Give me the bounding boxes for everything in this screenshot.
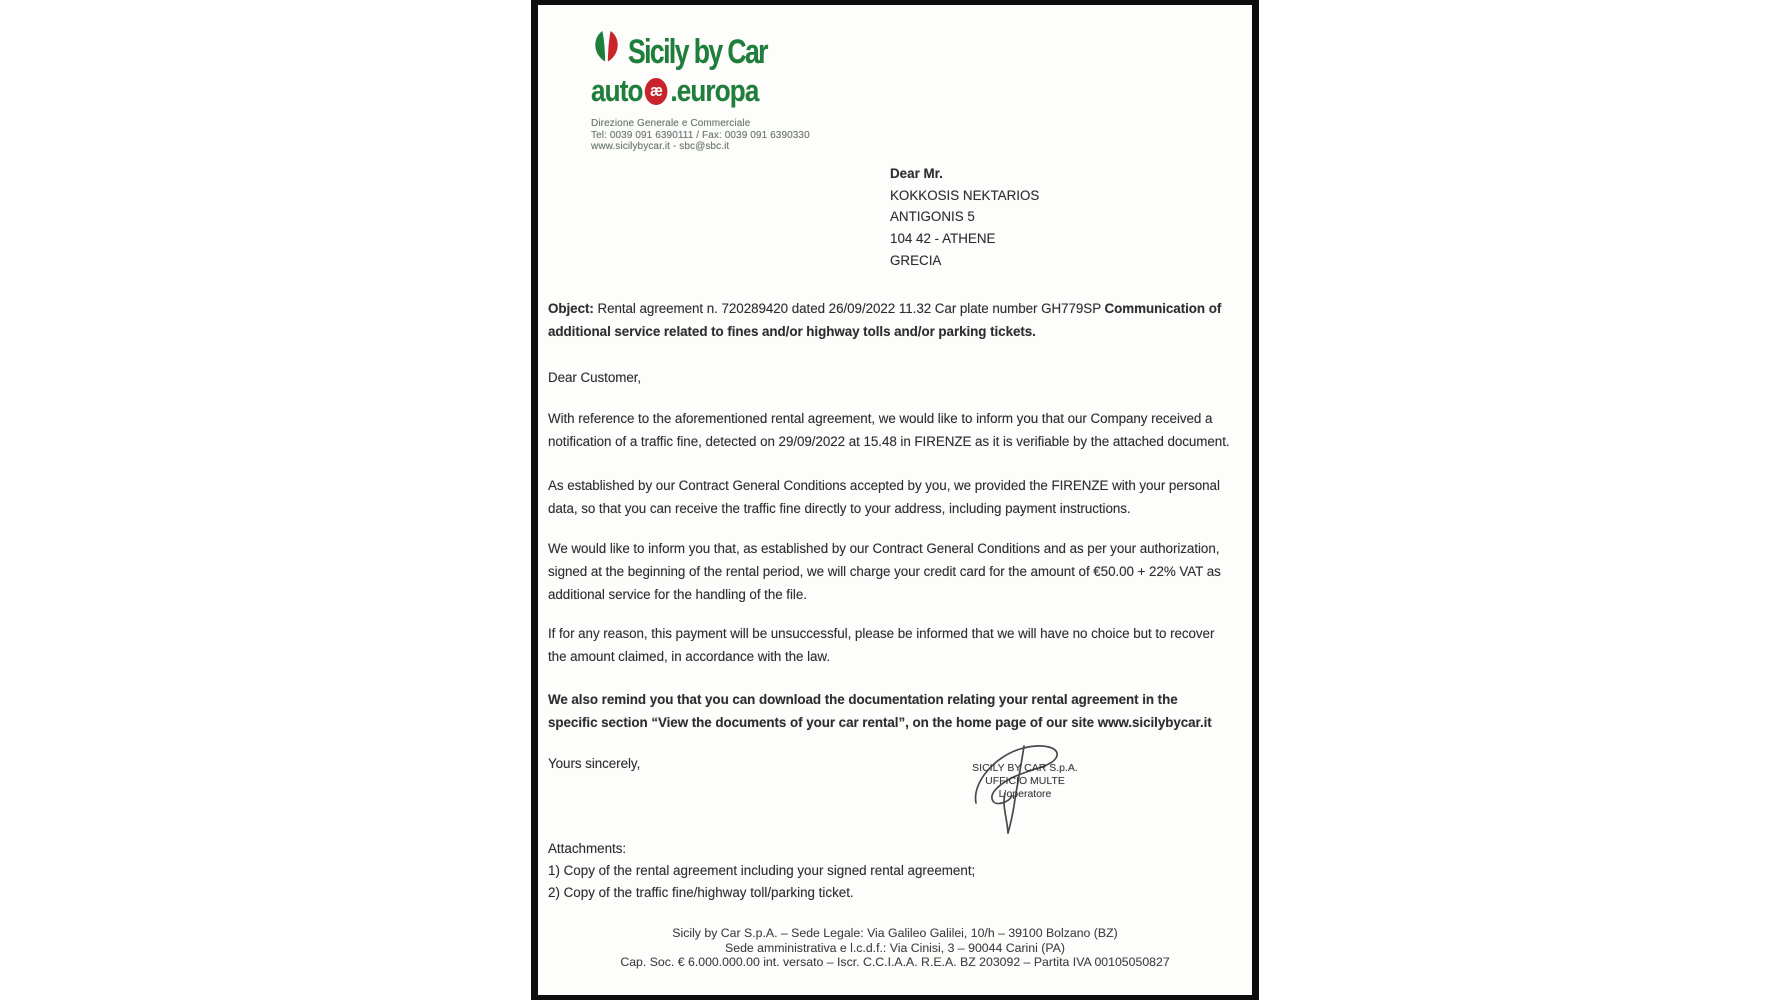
- brand-leaf-icon: [591, 28, 622, 69]
- recipient-country: GRECIA: [890, 252, 942, 268]
- brand-name: Sicily by Car: [628, 33, 767, 71]
- body-paragraph-5-bold: We also remind you that you can download the documentation relating your rental agreement in the specific section “View the documents of your car rental”, on the home page of our site www.sicilybycar.it: [548, 692, 1212, 730]
- attachment-item-1: 1) Copy of the rental agreement including your signed rental agreement;: [548, 862, 976, 878]
- letter-page: [531, 0, 1259, 1000]
- recipient-street: ANTIGONIS 5: [890, 209, 975, 225]
- signature-block: [940, 762, 1110, 800]
- recipient-salutation: Dear Mr.: [890, 166, 943, 181]
- contact-phone-fax: Tel: 0039 091 6390111 / Fax: 0039 091 6390330: [591, 129, 810, 141]
- brand-subname-auto: auto: [591, 73, 643, 108]
- greeting: Dear Customer,: [548, 370, 642, 385]
- brand-subname-europa: .europa: [670, 73, 759, 108]
- object-label: Object:: [548, 301, 594, 316]
- object-normal-text: Rental agreement n. 720289420 dated 26/09/2022 11.32 Car plate number GH779SP: [593, 301, 1105, 316]
- contact-department: Direzione Generale e Commerciale: [591, 118, 751, 129]
- object-paragraph: [548, 298, 1230, 344]
- recipient-name: KOKKOSIS NEKTARIOS: [890, 187, 1040, 203]
- footer-legal-seat: Sicily by Car S.p.A. – Sede Legale: Via Galileo Galilei, 10/h – 39100 Bolzano (BZ): [672, 926, 1118, 940]
- signature-operator: L'operatore: [998, 787, 1052, 800]
- signature-company: SICILY BY CAR S.p.A.: [972, 762, 1078, 774]
- attachment-item-2: 2) Copy of the traffic fine/highway toll/parking ticket.: [548, 884, 854, 900]
- autoeuropa-emblem-icon: æ: [645, 78, 668, 105]
- recipient-city: 104 42 - ATHENE: [890, 231, 996, 247]
- recipient-block: [890, 163, 1039, 272]
- body-paragraph-2: As established by our Contract General Conditions accepted by you, we provided the FIRENZE with your personal data, so that you can receive the traffic fine directly to your address, including payment instructions.: [548, 478, 1220, 516]
- signature-office: UFFICIO MULTE: [985, 774, 1065, 787]
- body-paragraph-3: We would like to inform you that, as established by our Contract General Conditions and as per your authorization, signed at the beginning of the rental period, we will charge your credit card for the amount of €50.00 + 22% VAT as additional service for the handling of the file.: [548, 541, 1221, 602]
- brand-subname: [591, 73, 775, 109]
- contact-info: [591, 118, 810, 153]
- legal-footer: [538, 926, 1252, 970]
- body-paragraph-4: If for any reason, this payment will be unsuccessful, please be informed that we will have no choice but to recover the amount claimed, in accordance with the law.: [548, 626, 1215, 664]
- closing: Yours sincerely,: [548, 756, 641, 771]
- body-paragraph-1: With reference to the aforementioned rental agreement, we would like to inform you that our Company received a notification of a traffic fine, detected on 29/09/2022 at 15.48 in FIRENZE as it is verifiable by the attached document.: [548, 411, 1230, 449]
- brand-logo: [591, 28, 810, 153]
- contact-web-email: www.sicilybycar.it - sbc@sbc.it: [591, 141, 730, 152]
- object-bold-text: Communication of additional service related to fines and/or highway tolls and/or parking tickets.: [548, 301, 1222, 339]
- footer-company-registry: Cap. Soc. € 6.000.000.00 int. versato – Iscr. C.C.I.A.A. R.E.A. BZ 203092 – Partita IVA 00105050827: [620, 955, 1170, 970]
- attachments-block: [548, 838, 975, 903]
- footer-admin-seat: Sede amministrativa e l.c.d.f.: Via Cinisi, 3 – 90044 Carini (PA): [725, 940, 1065, 955]
- attachments-title: Attachments:: [548, 841, 627, 856]
